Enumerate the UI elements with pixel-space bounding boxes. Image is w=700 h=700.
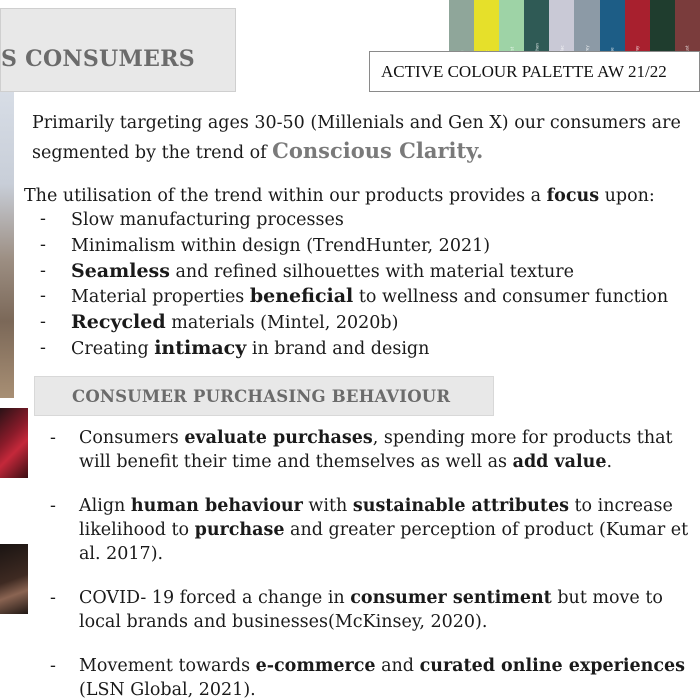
list-item [40, 207, 700, 233]
list-item [40, 310, 700, 336]
title-banner [0, 8, 236, 92]
list-dash: - [40, 260, 46, 281]
consumer-photo [0, 92, 14, 398]
list-item [40, 336, 700, 362]
section-heading-text: CONSUMER PURCHASING BEHAVIOUR [72, 387, 451, 406]
item-keyword: intimacy [154, 336, 247, 359]
item-keyword: add value [512, 452, 607, 472]
trend-name: Conscious Clarity. [272, 138, 484, 163]
section-heading [34, 376, 494, 416]
item-text: and greater perception of product (Kumar et al. 2017). [79, 520, 689, 564]
page-title: S CONSUMERS [1, 46, 195, 72]
item-text: and refined silhouettes with material texture [169, 261, 575, 282]
list-dash: - [40, 234, 46, 255]
item-keyword: human behaviour [130, 496, 303, 516]
intro-text: Primarily targeting ages 30-50 (Millenials and Gen X) our consumers are segmented by the trend of [32, 113, 681, 163]
item-keyword: beneficial [249, 285, 354, 308]
item-text: . [606, 452, 613, 472]
item-text: Material properties [71, 287, 250, 308]
item-keyword: e-commerce [255, 656, 376, 676]
focus-keyword: focus [546, 186, 600, 206]
focus-intro-text: The utilisation of the trend within our products provides a [24, 186, 547, 206]
palette-caption: ACTIVE COLOUR PALETTE AW 21/22 [369, 51, 700, 92]
item-text: to increase likelihood to [79, 496, 673, 540]
item-text: , spending more for products that will benefit their time and themselves as well as [79, 428, 673, 472]
item-text: materials (Mintel, 2020b) [165, 313, 399, 334]
item-keyword: Recycled [71, 311, 166, 334]
list-dash: - [40, 209, 46, 229]
item-text: Minimalism within design (TrendHunter, 2021) [71, 235, 491, 256]
list-item [40, 233, 700, 259]
item-text: (LSN Global, 2021). [79, 680, 256, 700]
behaviour-list [50, 426, 690, 700]
list-dash: - [50, 588, 56, 608]
list-item [40, 284, 700, 310]
list-dash: - [50, 496, 56, 516]
item-keyword: consumer sentiment [350, 588, 552, 608]
list-item [50, 586, 690, 634]
intro-paragraph [32, 110, 692, 167]
list-item [50, 654, 690, 700]
list-dash: - [40, 312, 46, 333]
list-dash: - [40, 337, 46, 358]
thumbnail-image [0, 544, 28, 614]
list-dash: - [50, 428, 56, 448]
item-keyword: evaluate purchases [184, 428, 373, 448]
focus-intro [24, 183, 694, 210]
thumbnail-image [0, 408, 28, 478]
item-keyword: purchase [194, 520, 285, 540]
list-dash: - [50, 656, 56, 676]
item-text: Consumers [79, 428, 185, 448]
item-text: COVID- 19 forced a change in [79, 588, 351, 608]
item-keyword: curated online experiences [419, 656, 685, 676]
item-text: Align [79, 496, 131, 516]
thumbnail-caption [0, 484, 28, 530]
item-text: in brand and design [246, 338, 430, 359]
list-dash: - [40, 286, 46, 307]
item-text: but move to local brands and businesses(McKinsey, 2020). [79, 588, 663, 632]
focus-list [40, 207, 700, 362]
item-text: with [302, 496, 353, 516]
thumbnail-caption [0, 620, 28, 694]
item-text: Creating [71, 338, 155, 359]
item-keyword: sustainable attributes [352, 496, 569, 516]
item-text: and [375, 656, 420, 676]
list-item [50, 494, 690, 566]
list-item [40, 259, 700, 285]
item-text: Movement towards [79, 656, 256, 676]
item-text: Slow manufacturing processes [71, 210, 344, 230]
item-text: to wellness and consumer function [353, 287, 669, 308]
focus-intro-text: upon: [599, 186, 655, 206]
item-keyword: Seamless [71, 259, 170, 282]
list-item [50, 426, 690, 474]
